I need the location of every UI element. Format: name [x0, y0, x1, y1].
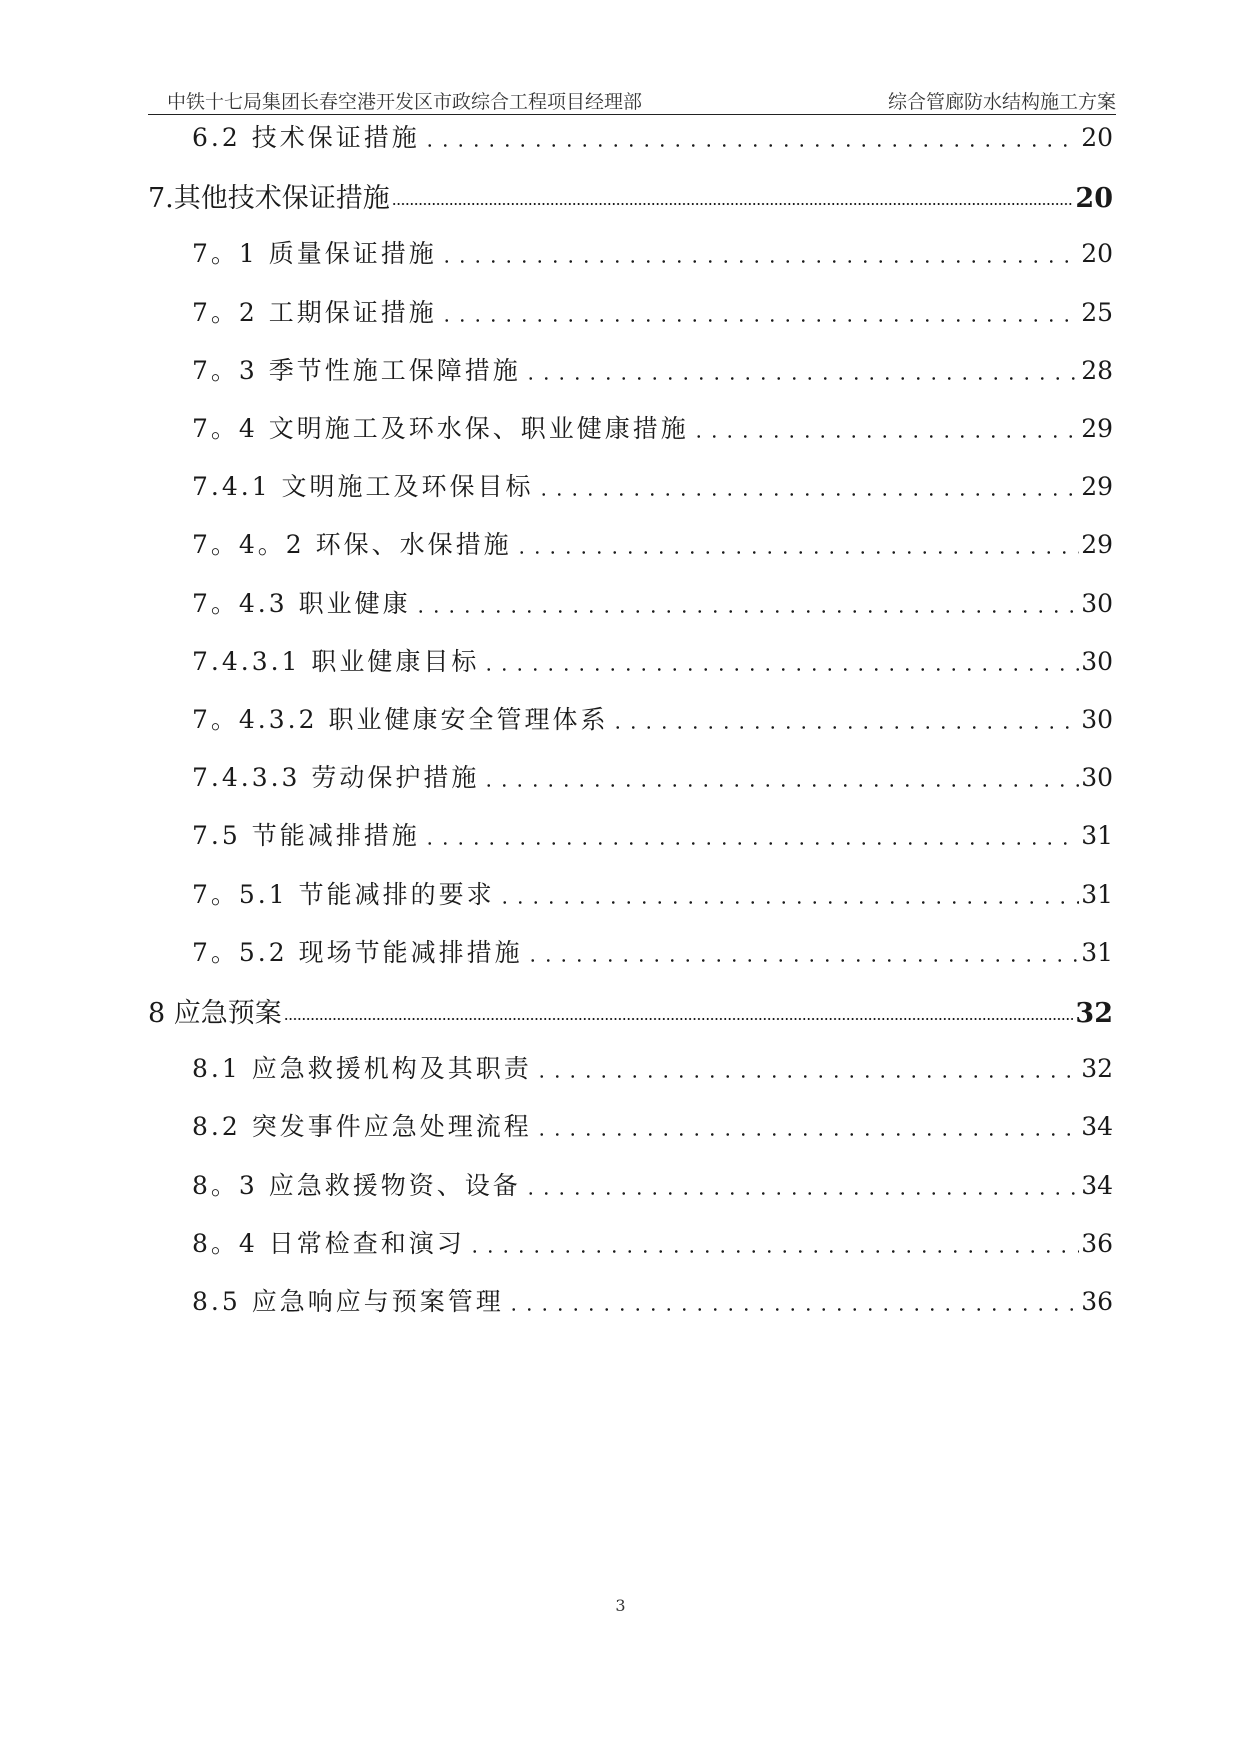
toc-dot-leader [610, 700, 1079, 738]
toc-entry-page: 36 [1081, 1228, 1113, 1258]
toc-entry[interactable] [192, 1107, 1113, 1145]
toc-entry-label: 7。4.3.2 职业健康安全管理体系 [192, 705, 609, 734]
toc-entry-page: 34 [1081, 1170, 1113, 1200]
toc-entry[interactable] [192, 700, 1113, 738]
toc-entry-label: 8.1 应急救援机构及其职责 [192, 1054, 532, 1084]
header-document-title: 综合管廊防水结构施工方案 [887, 91, 1116, 113]
toc-entry-page: 30 [1081, 646, 1113, 676]
toc-entry-label: 7。1 质量保证措施 [192, 239, 437, 269]
toc-entry-page: 30 [1081, 763, 1113, 793]
toc-entry-page: 29 [1081, 472, 1113, 502]
page-number: 3 [615, 1596, 626, 1615]
toc-entry-label: 8。4 日常检查和演习 [192, 1228, 465, 1258]
toc-entry-label: 7。4。2 环保、水保措施 [192, 530, 512, 560]
toc-dot-leader [439, 234, 1079, 272]
toc-entry-page: 31 [1081, 821, 1113, 851]
toc-dot-leader [514, 525, 1080, 563]
toc-entry-label: 7.4.3.1 职业健康目标 [192, 646, 480, 676]
toc-dot-leader [392, 176, 1074, 214]
toc-entry-label: 8 应急预案 [148, 998, 282, 1029]
toc-entry-label: 7。4.3 职业健康 [192, 588, 411, 618]
toc-dot-leader [534, 1107, 1079, 1145]
page-header [148, 84, 1116, 115]
toc-dot-leader [422, 118, 1079, 156]
toc-entry-page: 29 [1081, 530, 1113, 560]
toc-entry-label: 7。2 工期保证措施 [192, 297, 437, 327]
header-project-name: 中铁十七局集团长春空港开发区市政综合工程项目经理部 [167, 91, 643, 113]
toc-entry[interactable] [148, 176, 1113, 214]
toc-entry-page: 25 [1081, 297, 1113, 327]
toc-entry-page: 20 [1081, 123, 1113, 152]
toc-entry-page: 31 [1081, 937, 1113, 967]
toc-entry-page: 20 [1075, 183, 1113, 215]
toc-entry-page: 32 [1075, 998, 1113, 1029]
toc-dot-leader [481, 758, 1079, 796]
toc-dot-leader [691, 409, 1079, 447]
toc-dot-leader [506, 1282, 1079, 1320]
toc-entry-label: 7。4 文明施工及环水保、职业健康措施 [192, 414, 689, 443]
toc-entry[interactable] [192, 1166, 1113, 1204]
toc-dot-leader [536, 467, 1080, 505]
toc-entry[interactable] [192, 1224, 1113, 1262]
toc-entry[interactable] [192, 293, 1113, 331]
toc-entry-page: 29 [1081, 414, 1113, 443]
toc-entry[interactable] [192, 933, 1113, 971]
toc-entry[interactable] [192, 118, 1113, 156]
toc-dot-leader [413, 584, 1080, 622]
toc-dot-leader [481, 642, 1079, 680]
toc-entry-label: 7.4.1 文明施工及环保目标 [192, 472, 534, 502]
toc-entry-label: 6.2 技术保证措施 [192, 123, 420, 152]
toc-entry-page: 28 [1081, 355, 1113, 385]
toc-dot-leader [467, 1224, 1079, 1262]
toc-dot-leader [497, 875, 1080, 913]
toc-entry[interactable] [192, 642, 1113, 680]
toc-entry[interactable] [192, 409, 1113, 447]
toc-dot-leader [525, 933, 1080, 971]
toc-dot-leader [523, 351, 1079, 389]
toc-entry-label: 7。5.1 节能减排的要求 [192, 879, 495, 909]
toc-entry-label: 8.2 突发事件应急处理流程 [192, 1112, 532, 1142]
toc-entry[interactable] [192, 234, 1113, 272]
toc-entry-page: 36 [1081, 1287, 1113, 1316]
toc-entry[interactable] [192, 467, 1113, 505]
toc-entry-label: 7.其他技术保证措施 [148, 183, 390, 215]
toc-dot-leader [284, 991, 1074, 1029]
toc-entry[interactable] [148, 991, 1113, 1029]
toc-entry[interactable] [192, 351, 1113, 389]
toc-entry[interactable] [192, 525, 1113, 563]
toc-dot-leader [439, 293, 1079, 331]
toc-entry-label: 7。3 季节性施工保障措施 [192, 355, 521, 385]
toc-entry-page: 32 [1081, 1054, 1113, 1084]
toc-entry-label: 8.5 应急响应与预案管理 [192, 1287, 504, 1316]
toc-entry-label: 7.5 节能减排措施 [192, 821, 420, 851]
toc-entry-page: 30 [1081, 705, 1113, 734]
toc-entry[interactable] [192, 816, 1113, 854]
toc-entry-label: 8。3 应急救援物资、设备 [192, 1170, 521, 1200]
toc-entry-page: 20 [1081, 239, 1113, 269]
toc-entry[interactable] [192, 1282, 1113, 1320]
toc-entry[interactable] [192, 875, 1113, 913]
toc-entry-label: 7。5.2 现场节能减排措施 [192, 937, 523, 967]
toc-entry[interactable] [192, 584, 1113, 622]
toc-entry-page: 30 [1081, 588, 1113, 618]
toc-entry[interactable] [192, 758, 1113, 796]
toc-dot-leader [422, 816, 1079, 854]
toc-entry-page: 31 [1081, 879, 1113, 909]
toc-entry-page: 34 [1081, 1112, 1113, 1142]
toc-entry-label: 7.4.3.3 劳动保护措施 [192, 763, 480, 793]
toc-entry[interactable] [192, 1049, 1113, 1087]
toc-dot-leader [534, 1049, 1079, 1087]
toc-dot-leader [523, 1166, 1079, 1204]
